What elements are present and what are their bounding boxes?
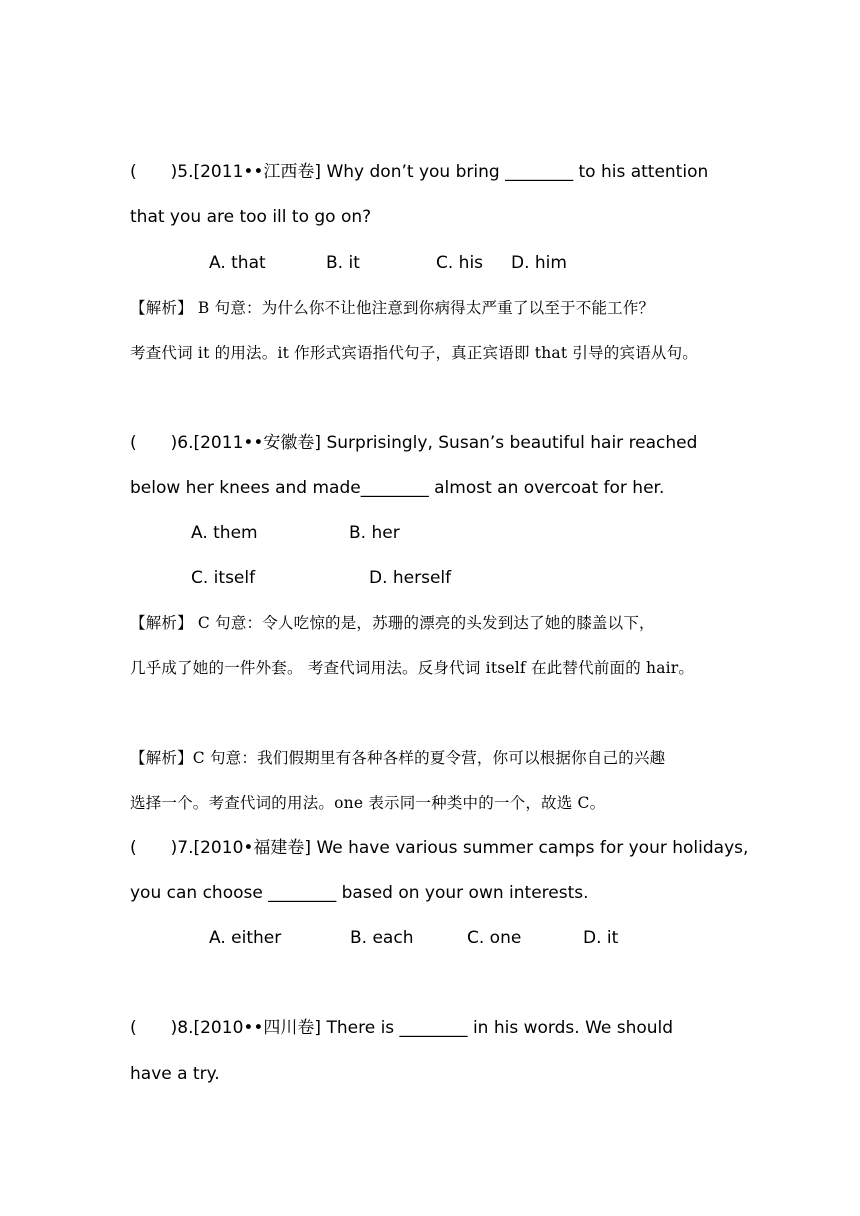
q6-option-a: A. them xyxy=(191,523,258,543)
q5-stem-line2: that you are too ill to go on? xyxy=(130,207,372,227)
q7-analysis-line1: 【解析】C 句意：我们假期里有各种各样的夏令营，你可以根据你自己的兴趣 xyxy=(130,749,666,767)
q7-stem-line2: you can choose ________ based on your own interests. xyxy=(130,883,589,903)
q5-option-d: D. him xyxy=(511,253,567,273)
q6-stem-line1: ( )6.[2011••安徽卷] Surprisingly, Susan’s beautiful hair reached xyxy=(130,433,698,453)
q6-analysis-line1: 【解析】 C 句意：令人吃惊的是，苏珊的漂亮的头发到达了她的膝盖以下， xyxy=(130,614,655,632)
q7-options xyxy=(209,926,819,950)
q6-stem-line2: below her knees and made________ almost an overcoat for her. xyxy=(130,478,665,498)
q6-options-row1 xyxy=(191,521,801,545)
q6-option-d: D. herself xyxy=(369,568,452,588)
q8-stem-line2: have a try. xyxy=(130,1064,220,1084)
q5-option-b: B. it xyxy=(326,253,360,273)
q6-option-b: B. her xyxy=(349,523,400,543)
q8-stem-line1: ( )8.[2010••四川卷] There is ________ in his words. We should xyxy=(130,1018,674,1038)
q7-option-c: C. one xyxy=(467,928,522,948)
q6-options-row2 xyxy=(191,566,801,590)
q7-stem-line1: ( )7.[2010•福建卷] We have various summer camps for your holidays, xyxy=(130,838,749,858)
q5-analysis-line1: 【解析】 B 句意：为什么你不让他注意到你病得太严重了以至于不能工作？ xyxy=(130,299,655,317)
q7-option-d: D. it xyxy=(583,928,619,948)
q5-option-c: C. his xyxy=(436,253,484,273)
q5-options xyxy=(209,251,819,275)
q6-analysis-line2: 几乎成了她的一件外套。 考查代词用法。反身代词 itself 在此替代前面的 hair。 xyxy=(130,659,695,677)
q5-option-a: A. that xyxy=(209,253,266,273)
q7-analysis-line2: 选择一个。考查代词的用法。one 表示同一种类中的一个，故选 C。 xyxy=(130,794,606,812)
q6-option-c: C. itself xyxy=(191,568,256,588)
q5-analysis-line2: 考查代词 it 的用法。it 作形式宾语指代句子，真正宾语即 that 引导的宾语从句。 xyxy=(130,344,698,362)
q7-option-a: A. either xyxy=(209,928,282,948)
q5-stem-line1: ( )5.[2011••江西卷] Why don’t you bring ________ to his attention xyxy=(130,162,709,182)
q7-option-b: B. each xyxy=(350,928,414,948)
